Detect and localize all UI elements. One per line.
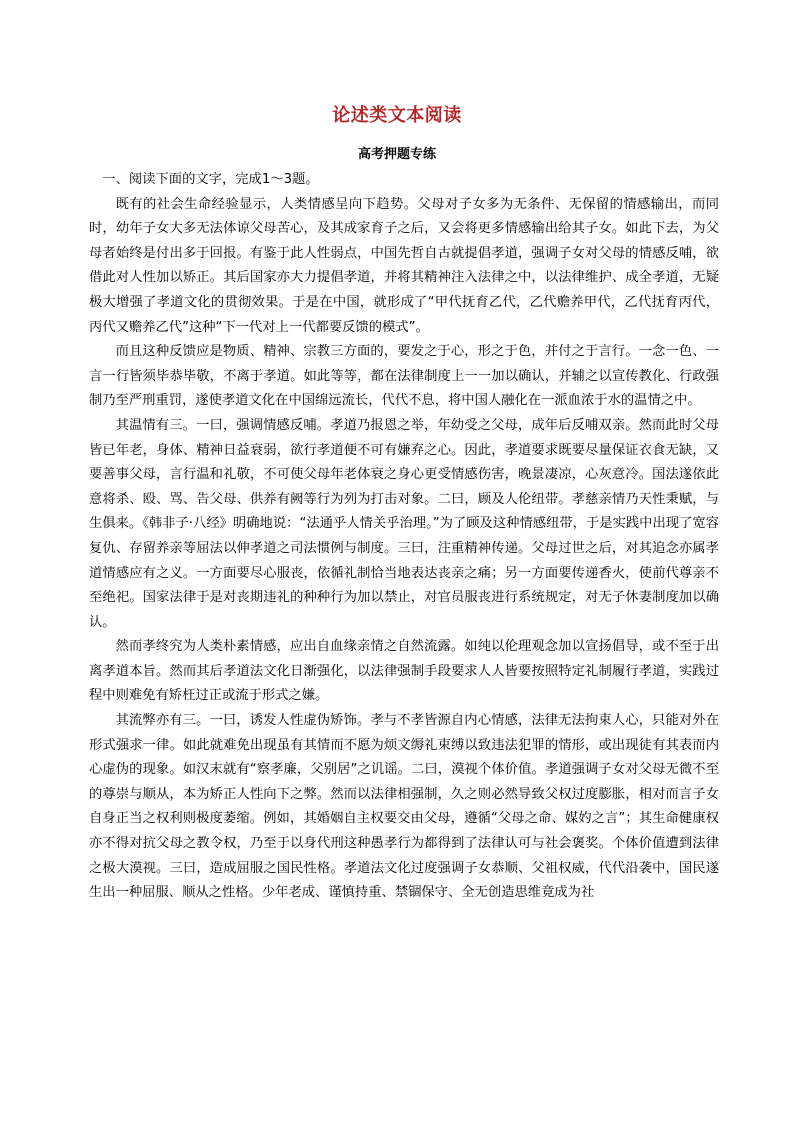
paragraph-2: 而且这种反馈应是物质、精神、宗教三方面的，要发之于心，形之于色，并付之于言行。一念一色、一言一行皆须毕恭毕敬，不离于孝道。如此等等，都在法律制度上一一加以确认，并辅之以宣传教化、行政强制乃至严刑重罚，遂使孝道文化在中国绵远流长，代代不息，将中国人融化在一派血浓于水的温情之中。: [89, 344, 719, 409]
paragraph-5: 其流弊亦有三。一曰，诱发人性虚伪矫饰。孝与不孝皆源自内心情感，法律无法拘束人心，只能对外在形式强求一律。如此就难免出现虽有其情而不愿为烦文缛礼束缚以致违法犯罪的情形，或出现徒有其表而内心虚伪的现象。如汉末就有“察孝廉，父别居”之讥谣。二曰，漠视个体价值。孝道强调子女对父母无微不至的尊崇与顺从，本为矫正人性向下之弊。然而以法律相强制，久之则必然导致父权过度膨胀，相对而言子女自身正当之权利则极度萎缩。例如，其婚姻自主权要交由父母，遵循“父母之命、媒妁之言”；其生命健康权亦不得对抗父母之教令权，乃至于以身代刑这种愚孝行为都得到了法律认可与社会褒奖。个体价值遭到法律之极大漠视。三曰，造成屈服之国民性格。孝道法文化过度强调子女恭顺、父祖权威，代代沿袭中，国民遂生出一种屈服、顺从之性格。少年老成、谨慎持重、禁锢保守、全无创造思维竟成为社: [89, 713, 719, 901]
paragraph-1: 既有的社会生命经验显示，人类情感呈向下趋势。父母对子女多为无条件、无保留的情感输出，而同时，幼年子女大多无法体谅父母苦心，及其成家育子之后，又会将更多情感输出给其子女。如此下去，为父母者始终是付出多于回报。有鉴于此人性弱点，中国先哲自古就提倡孝道，强调子女对父母的情感反哺，欲借此对人性加以矫正。其后国家亦大力提倡孝道，并将其精神注入法律之中，以法律维护、成全孝道，无疑极大增强了孝道文化的贯彻效果。于是在中国，就形成了“甲代抚育乙代，乙代赡养甲代，乙代抚育丙代，丙代又赡养乙代”这种“下一代对上一代都要反馈的模式”。: [89, 196, 719, 335]
paragraph-3: 其温情有三。一曰，强调情感反哺。孝道乃报恩之举，年幼受之父母，成年后反哺双亲。然而此时父母皆已年老，身体、精神日益衰弱，欲行孝道便不可有嫌弃之心。因此，孝道要求既要尽量保证衣食无缺，又要善事父母，言行温和礼敬，不可使父母年老体衰之身心更受情感伤害，晚景凄凉，心灰意冷。国法遂依此意将杀、殴、骂、告父母、供养有阙等行为列为打击对象。二曰，顾及人伦纽带。孝慈亲情乃天性秉赋，与生俱来。《韩非子·八经》明确地说：“法通乎人情关乎治理。”为了顾及这种情感纽带，于是实践中出现了宽容复仇、存留养亲等屈法以伸孝道之司法惯例与制度。三曰，注重精神传递。父母过世之后，对其追念亦属孝道情感应有之义。一方面要尽心服丧，依循礼制恰当地表达丧亲之痛；另一方面要传递香火，使前代尊亲不至绝祀。国家法律于是对丧期违礼的种种行为加以禁止，对官员服丧进行系统规定，对无子休妻制度加以确认。: [89, 417, 719, 630]
question-instruction: 一、阅读下面的文字，完成1～3题。: [102, 172, 319, 187]
document-title: 论述类文本阅读: [332, 105, 462, 126]
document-subtitle: 高考押题专练: [357, 147, 436, 162]
paragraph-4: 然而孝终究为人类朴素情感，应出自血缘亲情之自然流露。如纯以伦理观念加以宣扬倡导，或不至于出离孝道本旨。然而其后孝道法文化日渐强化，以法律强制手段要求人人皆要按照特定礼制履行孝道，实践过程中则难免有矫枉过正或流于形式之嫌。: [89, 639, 719, 704]
document-body: [89, 168, 719, 906]
